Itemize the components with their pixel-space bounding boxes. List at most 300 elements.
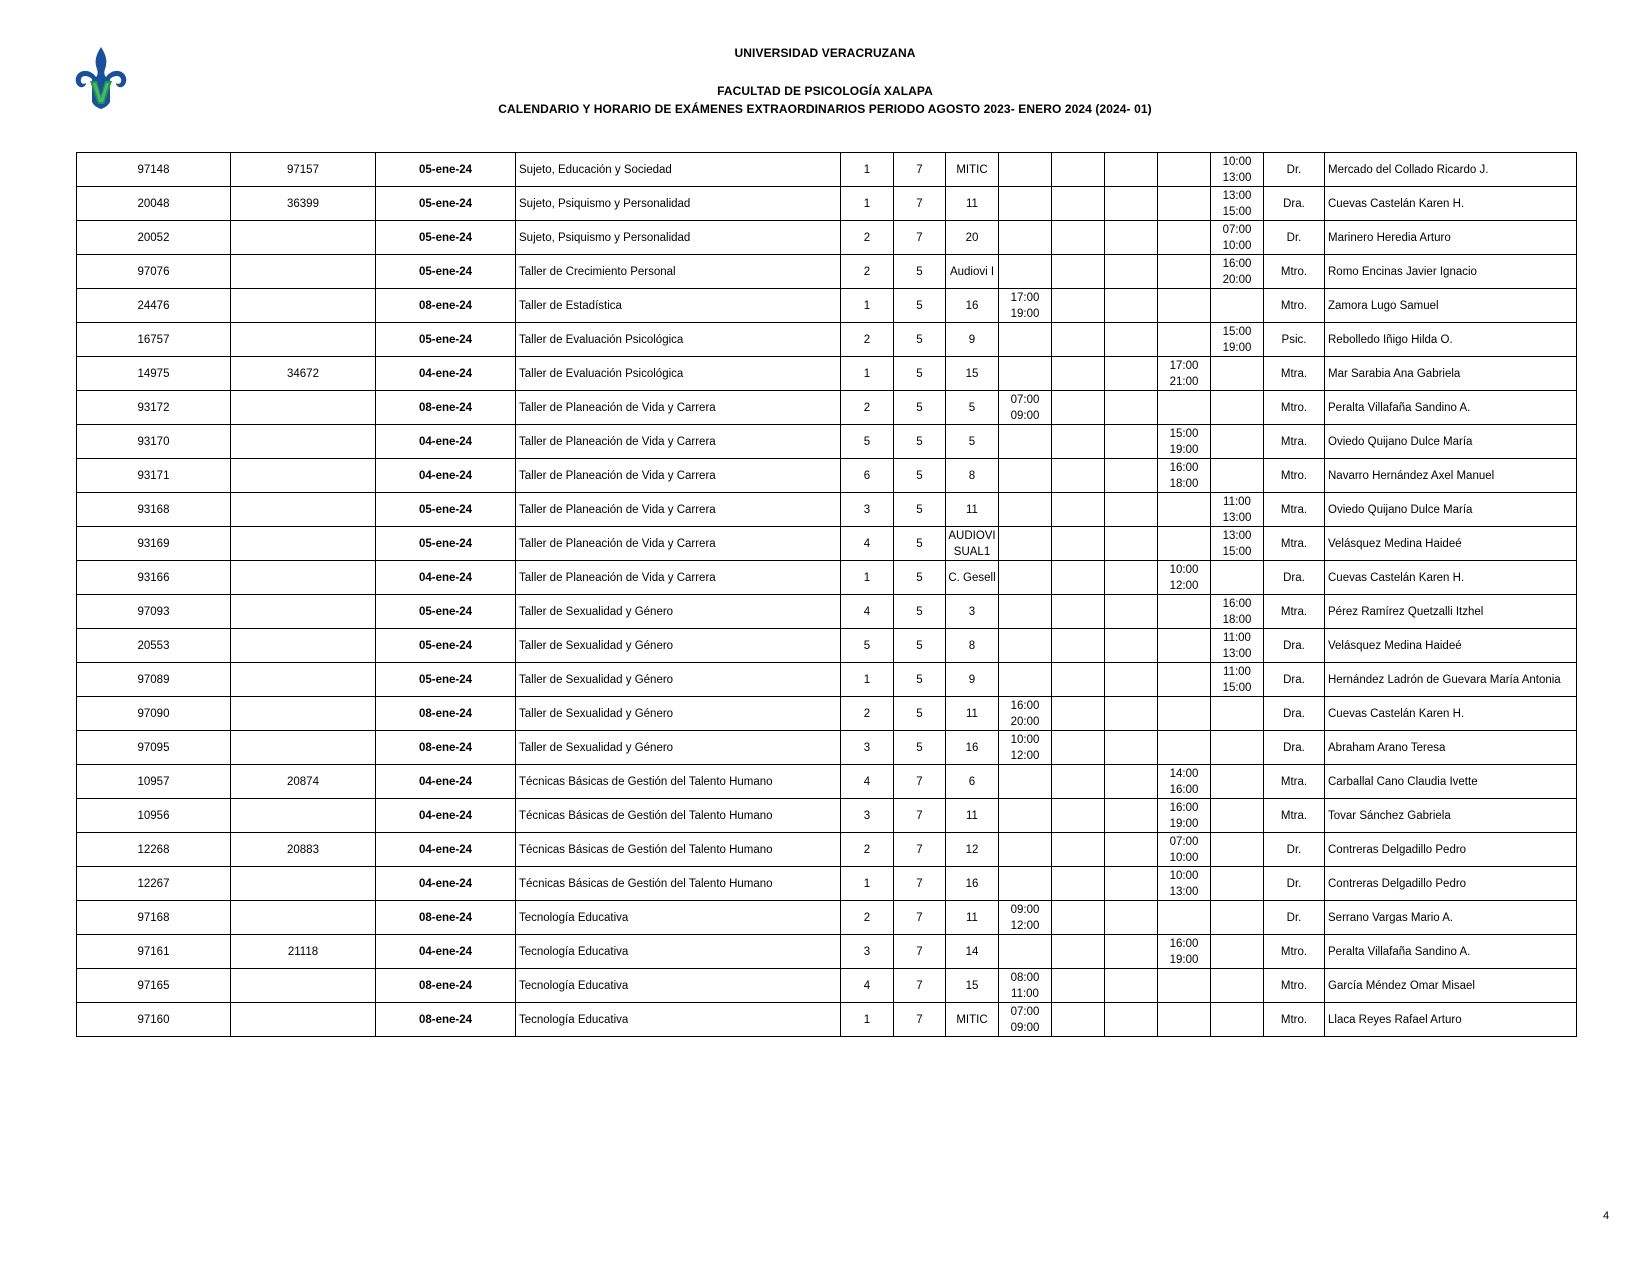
subject-cell: Taller de Planeación de Vida y Carrera xyxy=(516,493,841,527)
start-time: 17:00 xyxy=(1169,359,1199,372)
professor-name-cell: García Méndez Omar Misael xyxy=(1325,969,1577,1003)
end-time: 13:00 xyxy=(1222,171,1252,184)
time-slot-cell xyxy=(999,629,1052,663)
section-cell: 7 xyxy=(894,935,946,969)
end-time: 12:00 xyxy=(1169,579,1199,592)
subject-cell: Taller de Sexualidad y Género xyxy=(516,629,841,663)
start-time: 10:00 xyxy=(1169,869,1199,882)
exam-date-cell: 05-ene-24 xyxy=(376,221,516,255)
time-slot-cell xyxy=(1158,629,1211,663)
time-slot-cell xyxy=(1105,357,1158,391)
time-slot-cell xyxy=(1211,153,1264,187)
section-cell: 7 xyxy=(894,833,946,867)
time-slot-cell xyxy=(1052,969,1105,1003)
nrc-linked-cell xyxy=(231,561,376,595)
exam-date-cell: 08-ene-24 xyxy=(376,901,516,935)
nrc-linked-cell: 36399 xyxy=(231,187,376,221)
nrc-linked-cell xyxy=(231,221,376,255)
time-slot-cell xyxy=(1211,663,1264,697)
time-slot-cell xyxy=(1105,833,1158,867)
time-slot-cell xyxy=(999,323,1052,357)
section-cell: 7 xyxy=(894,1003,946,1037)
professor-name-cell: Mar Sarabia Ana Gabriela xyxy=(1325,357,1577,391)
nrc-cell: 97161 xyxy=(77,935,231,969)
subject-cell: Tecnología Educativa xyxy=(516,969,841,1003)
time-slot-cell xyxy=(1105,935,1158,969)
room-cell: 6 xyxy=(946,765,999,799)
time-slot-cell xyxy=(1211,357,1264,391)
block-cell: 3 xyxy=(841,935,894,969)
time-slot-cell xyxy=(1052,289,1105,323)
time-slot-cell xyxy=(999,833,1052,867)
end-time: 12:00 xyxy=(1010,749,1040,762)
nrc-cell: 97160 xyxy=(77,1003,231,1037)
time-slot-cell xyxy=(1211,969,1264,1003)
section-cell: 5 xyxy=(894,323,946,357)
nrc-cell: 97148 xyxy=(77,153,231,187)
subject-cell: Taller de Planeación de Vida y Carrera xyxy=(516,561,841,595)
time-slot-cell xyxy=(1052,1003,1105,1037)
professor-name-cell: Mercado del Collado Ricardo J. xyxy=(1325,153,1577,187)
professor-title-cell: Dr. xyxy=(1264,153,1325,187)
time-slot-cell xyxy=(999,799,1052,833)
end-time: 19:00 xyxy=(1169,817,1199,830)
time-slot-cell xyxy=(999,969,1052,1003)
table-row xyxy=(77,731,1577,765)
exam-date-cell: 08-ene-24 xyxy=(376,969,516,1003)
end-time: 15:00 xyxy=(1222,205,1252,218)
subject-cell: Técnicas Básicas de Gestión del Talento Humano xyxy=(516,833,841,867)
time-slot-cell xyxy=(1211,595,1264,629)
time-slot-cell xyxy=(1105,799,1158,833)
nrc-linked-cell xyxy=(231,459,376,493)
time-slot-cell xyxy=(1105,765,1158,799)
time-slot-cell xyxy=(1105,221,1158,255)
time-slot-cell xyxy=(999,765,1052,799)
time-slot-cell xyxy=(999,255,1052,289)
time-slot-cell xyxy=(999,425,1052,459)
time-slot-cell xyxy=(1158,867,1211,901)
nrc-cell: 97165 xyxy=(77,969,231,1003)
room-cell: C. Gesell xyxy=(946,561,999,595)
block-cell: 1 xyxy=(841,153,894,187)
time-slot-cell xyxy=(1105,153,1158,187)
time-slot-cell xyxy=(1158,765,1211,799)
time-slot-cell xyxy=(999,697,1052,731)
nrc-linked-cell xyxy=(231,867,376,901)
exam-date-cell: 04-ene-24 xyxy=(376,459,516,493)
exam-date-cell: 05-ene-24 xyxy=(376,323,516,357)
time-slot-cell xyxy=(1052,561,1105,595)
section-cell: 5 xyxy=(894,697,946,731)
table-row xyxy=(77,663,1577,697)
nrc-cell: 93170 xyxy=(77,425,231,459)
room-cell: 16 xyxy=(946,731,999,765)
nrc-cell: 97089 xyxy=(77,663,231,697)
start-time: 16:00 xyxy=(1169,801,1199,814)
end-time: 13:00 xyxy=(1222,511,1252,524)
time-slot-cell xyxy=(1211,765,1264,799)
start-time: 16:00 xyxy=(1010,699,1040,712)
time-slot-cell xyxy=(1105,459,1158,493)
section-cell: 7 xyxy=(894,187,946,221)
time-slot-cell xyxy=(1211,799,1264,833)
time-slot-cell xyxy=(1105,493,1158,527)
exam-date-cell: 04-ene-24 xyxy=(376,357,516,391)
subject-cell: Taller de Crecimiento Personal xyxy=(516,255,841,289)
time-slot-cell xyxy=(1052,697,1105,731)
time-slot-cell xyxy=(1052,357,1105,391)
table-row xyxy=(77,187,1577,221)
time-slot-cell xyxy=(1158,255,1211,289)
subject-cell: Taller de Planeación de Vida y Carrera xyxy=(516,425,841,459)
subject-cell: Taller de Planeación de Vida y Carrera xyxy=(516,459,841,493)
professor-name-cell: Serrano Vargas Mario A. xyxy=(1325,901,1577,935)
subject-cell: Taller de Estadística xyxy=(516,289,841,323)
time-slot-cell xyxy=(1052,799,1105,833)
nrc-linked-cell xyxy=(231,901,376,935)
room-cell: 16 xyxy=(946,289,999,323)
time-slot-cell xyxy=(1158,799,1211,833)
professor-name-cell: Rebolledo Iñigo Hilda O. xyxy=(1325,323,1577,357)
professor-name-cell: Contreras Delgadillo Pedro xyxy=(1325,867,1577,901)
time-slot-cell xyxy=(999,1003,1052,1037)
subject-cell: Taller de Planeación de Vida y Carrera xyxy=(516,391,841,425)
page-number: 4 xyxy=(1603,1210,1610,1222)
nrc-linked-cell: 21118 xyxy=(231,935,376,969)
time-slot-cell xyxy=(1211,255,1264,289)
nrc-linked-cell xyxy=(231,493,376,527)
time-slot-cell xyxy=(1105,731,1158,765)
nrc-cell: 12268 xyxy=(77,833,231,867)
exam-date-cell: 08-ene-24 xyxy=(376,391,516,425)
start-time: 07:00 xyxy=(1169,835,1199,848)
subject-cell: Sujeto, Educación y Sociedad xyxy=(516,153,841,187)
professor-name-cell: Velásquez Medina Haideé xyxy=(1325,629,1577,663)
time-slot-cell xyxy=(1211,1003,1264,1037)
room-cell: 9 xyxy=(946,323,999,357)
nrc-linked-cell: 20883 xyxy=(231,833,376,867)
section-cell: 5 xyxy=(894,731,946,765)
start-time: 10:00 xyxy=(1222,155,1252,168)
time-slot-cell xyxy=(1158,1003,1211,1037)
start-time: 07:00 xyxy=(1010,393,1040,406)
room-cell: 12 xyxy=(946,833,999,867)
start-time: 17:00 xyxy=(1010,291,1040,304)
time-slot-cell xyxy=(1211,527,1264,561)
time-slot-cell xyxy=(1105,595,1158,629)
room-cell: 14 xyxy=(946,935,999,969)
time-slot-cell xyxy=(1052,425,1105,459)
time-slot-cell xyxy=(999,459,1052,493)
time-slot-cell xyxy=(1211,187,1264,221)
time-slot-cell xyxy=(1052,323,1105,357)
start-time: 16:00 xyxy=(1222,257,1252,270)
time-slot-cell xyxy=(999,901,1052,935)
table-row xyxy=(77,629,1577,663)
nrc-linked-cell xyxy=(231,391,376,425)
nrc-linked-cell: 20874 xyxy=(231,765,376,799)
block-cell: 4 xyxy=(841,595,894,629)
professor-title-cell: Dra. xyxy=(1264,697,1325,731)
time-slot-cell xyxy=(1211,697,1264,731)
exam-date-cell: 04-ene-24 xyxy=(376,425,516,459)
exam-date-cell: 04-ene-24 xyxy=(376,935,516,969)
room-cell: 3 xyxy=(946,595,999,629)
section-cell: 5 xyxy=(894,527,946,561)
nrc-cell: 14975 xyxy=(77,357,231,391)
end-time: 13:00 xyxy=(1222,647,1252,660)
time-slot-cell xyxy=(1052,493,1105,527)
block-cell: 4 xyxy=(841,527,894,561)
time-slot-cell xyxy=(1105,323,1158,357)
start-time: 15:00 xyxy=(1169,427,1199,440)
table-row xyxy=(77,901,1577,935)
time-slot-cell xyxy=(1105,561,1158,595)
end-time: 09:00 xyxy=(1010,409,1040,422)
block-cell: 1 xyxy=(841,187,894,221)
time-slot-cell xyxy=(1211,833,1264,867)
room-cell: 8 xyxy=(946,459,999,493)
nrc-linked-cell xyxy=(231,323,376,357)
professor-title-cell: Mtro. xyxy=(1264,1003,1325,1037)
room-cell: 5 xyxy=(946,391,999,425)
room-cell: AUDIOVI SUAL1 xyxy=(946,527,999,561)
end-time: 20:00 xyxy=(1010,715,1040,728)
room-cell: 11 xyxy=(946,187,999,221)
time-slot-cell xyxy=(1158,153,1211,187)
nrc-linked-cell: 34672 xyxy=(231,357,376,391)
time-slot-cell xyxy=(999,867,1052,901)
time-slot-cell xyxy=(1105,629,1158,663)
professor-name-cell: Peralta Villafaña Sandino A. xyxy=(1325,391,1577,425)
time-slot-cell xyxy=(1052,221,1105,255)
time-slot-cell xyxy=(1105,187,1158,221)
end-time: 21:00 xyxy=(1169,375,1199,388)
time-slot-cell xyxy=(999,595,1052,629)
professor-title-cell: Mtro. xyxy=(1264,459,1325,493)
time-slot-cell xyxy=(1211,935,1264,969)
professor-title-cell: Mtra. xyxy=(1264,799,1325,833)
block-cell: 1 xyxy=(841,357,894,391)
time-slot-cell xyxy=(1052,731,1105,765)
subject-cell: Sujeto, Psiquismo y Personalidad xyxy=(516,221,841,255)
start-time: 07:00 xyxy=(1010,1005,1040,1018)
start-time: 11:00 xyxy=(1223,665,1251,678)
section-cell: 7 xyxy=(894,799,946,833)
time-slot-cell xyxy=(999,935,1052,969)
time-slot-cell xyxy=(1052,663,1105,697)
professor-name-cell: Oviedo Quijano Dulce María xyxy=(1325,493,1577,527)
professor-name-cell: Carballal Cano Claudia Ivette xyxy=(1325,765,1577,799)
exam-date-cell: 05-ene-24 xyxy=(376,663,516,697)
exam-date-cell: 05-ene-24 xyxy=(376,255,516,289)
nrc-cell: 10956 xyxy=(77,799,231,833)
time-slot-cell xyxy=(999,221,1052,255)
table-row xyxy=(77,765,1577,799)
exam-date-cell: 08-ene-24 xyxy=(376,1003,516,1037)
professor-name-cell: Oviedo Quijano Dulce María xyxy=(1325,425,1577,459)
exam-date-cell: 05-ene-24 xyxy=(376,527,516,561)
time-slot-cell xyxy=(1052,187,1105,221)
professor-title-cell: Dra. xyxy=(1264,629,1325,663)
end-time: 11:00 xyxy=(1011,987,1039,1000)
end-time: 09:00 xyxy=(1010,1021,1040,1034)
nrc-linked-cell xyxy=(231,255,376,289)
time-slot-cell xyxy=(999,187,1052,221)
block-cell: 5 xyxy=(841,629,894,663)
nrc-linked-cell: 97157 xyxy=(231,153,376,187)
professor-name-cell: Peralta Villafaña Sandino A. xyxy=(1325,935,1577,969)
subject-cell: Taller de Sexualidad y Género xyxy=(516,731,841,765)
end-time: 18:00 xyxy=(1169,477,1199,490)
room-cell: MITIC xyxy=(946,1003,999,1037)
nrc-cell: 97168 xyxy=(77,901,231,935)
time-slot-cell xyxy=(1158,323,1211,357)
table-row xyxy=(77,935,1577,969)
time-slot-cell xyxy=(1211,425,1264,459)
section-cell: 5 xyxy=(894,357,946,391)
nrc-linked-cell xyxy=(231,425,376,459)
time-slot-cell xyxy=(1052,833,1105,867)
subject-cell: Taller de Sexualidad y Género xyxy=(516,663,841,697)
end-time: 20:00 xyxy=(1222,273,1252,286)
room-cell: MITIC xyxy=(946,153,999,187)
end-time: 19:00 xyxy=(1010,307,1040,320)
section-cell: 7 xyxy=(894,901,946,935)
room-cell: 11 xyxy=(946,799,999,833)
professor-name-cell: Contreras Delgadillo Pedro xyxy=(1325,833,1577,867)
end-time: 15:00 xyxy=(1222,681,1252,694)
start-time: 07:00 xyxy=(1222,223,1252,236)
end-time: 10:00 xyxy=(1169,851,1199,864)
room-cell: Audiovi I xyxy=(946,255,999,289)
professor-title-cell: Mtro. xyxy=(1264,289,1325,323)
block-cell: 3 xyxy=(841,799,894,833)
room-cell: 15 xyxy=(946,357,999,391)
exam-date-cell: 08-ene-24 xyxy=(376,697,516,731)
time-slot-cell xyxy=(1105,391,1158,425)
professor-title-cell: Dr. xyxy=(1264,221,1325,255)
time-slot-cell xyxy=(1158,595,1211,629)
professor-title-cell: Mtro. xyxy=(1264,391,1325,425)
end-time: 19:00 xyxy=(1222,341,1252,354)
time-slot-cell xyxy=(1052,153,1105,187)
nrc-linked-cell xyxy=(231,527,376,561)
time-slot-cell xyxy=(1211,867,1264,901)
subject-cell: Taller de Evaluación Psicológica xyxy=(516,323,841,357)
section-cell: 5 xyxy=(894,629,946,663)
block-cell: 4 xyxy=(841,969,894,1003)
block-cell: 3 xyxy=(841,731,894,765)
professor-title-cell: Dra. xyxy=(1264,731,1325,765)
start-time: 10:00 xyxy=(1010,733,1040,746)
block-cell: 3 xyxy=(841,493,894,527)
time-slot-cell xyxy=(999,527,1052,561)
nrc-cell: 97093 xyxy=(77,595,231,629)
table-row xyxy=(77,153,1577,187)
exam-date-cell: 04-ene-24 xyxy=(376,799,516,833)
exam-date-cell: 05-ene-24 xyxy=(376,153,516,187)
end-time: 19:00 xyxy=(1169,953,1199,966)
block-cell: 2 xyxy=(841,391,894,425)
section-cell: 5 xyxy=(894,289,946,323)
room-cell: 11 xyxy=(946,697,999,731)
room-cell: 20 xyxy=(946,221,999,255)
nrc-cell: 93172 xyxy=(77,391,231,425)
time-slot-cell xyxy=(1052,901,1105,935)
start-time: 11:00 xyxy=(1223,631,1251,644)
time-slot-cell xyxy=(1158,425,1211,459)
end-time: 12:00 xyxy=(1010,919,1040,932)
start-time: 09:00 xyxy=(1010,903,1040,916)
end-time: 19:00 xyxy=(1169,443,1199,456)
subject-cell: Taller de Sexualidad y Género xyxy=(516,697,841,731)
time-slot-cell xyxy=(1105,969,1158,1003)
nrc-linked-cell xyxy=(231,289,376,323)
time-slot-cell xyxy=(1105,663,1158,697)
table-row xyxy=(77,459,1577,493)
block-cell: 2 xyxy=(841,255,894,289)
time-slot-cell xyxy=(1052,765,1105,799)
nrc-linked-cell xyxy=(231,731,376,765)
block-cell: 2 xyxy=(841,323,894,357)
time-slot-cell xyxy=(1211,221,1264,255)
time-slot-cell xyxy=(1158,527,1211,561)
time-slot-cell xyxy=(1211,391,1264,425)
professor-title-cell: Mtra. xyxy=(1264,357,1325,391)
start-time: 13:00 xyxy=(1222,529,1252,542)
block-cell: 6 xyxy=(841,459,894,493)
time-slot-cell xyxy=(1158,561,1211,595)
time-slot-cell xyxy=(1158,731,1211,765)
professor-name-cell: Abraham Arano Teresa xyxy=(1325,731,1577,765)
time-slot-cell xyxy=(1158,697,1211,731)
start-time: 16:00 xyxy=(1169,937,1199,950)
time-slot-cell xyxy=(999,357,1052,391)
time-slot-cell xyxy=(1211,493,1264,527)
table-row xyxy=(77,323,1577,357)
exam-date-cell: 05-ene-24 xyxy=(376,493,516,527)
subject-cell: Taller de Sexualidad y Género xyxy=(516,595,841,629)
time-slot-cell xyxy=(1211,561,1264,595)
professor-name-cell: Tovar Sánchez Gabriela xyxy=(1325,799,1577,833)
time-slot-cell xyxy=(1211,731,1264,765)
time-slot-cell xyxy=(1052,391,1105,425)
time-slot-cell xyxy=(1158,289,1211,323)
block-cell: 2 xyxy=(841,833,894,867)
time-slot-cell xyxy=(999,153,1052,187)
nrc-cell: 93166 xyxy=(77,561,231,595)
time-slot-cell xyxy=(1105,901,1158,935)
time-slot-cell xyxy=(1158,187,1211,221)
start-time: 16:00 xyxy=(1222,597,1252,610)
start-time: 15:00 xyxy=(1222,325,1252,338)
block-cell: 2 xyxy=(841,221,894,255)
time-slot-cell xyxy=(1105,425,1158,459)
professor-title-cell: Dr. xyxy=(1264,833,1325,867)
nrc-cell: 97095 xyxy=(77,731,231,765)
nrc-cell: 97076 xyxy=(77,255,231,289)
room-cell: 15 xyxy=(946,969,999,1003)
start-time: 08:00 xyxy=(1010,971,1040,984)
time-slot-cell xyxy=(1052,935,1105,969)
exam-date-cell: 04-ene-24 xyxy=(376,867,516,901)
time-slot-cell xyxy=(1158,663,1211,697)
professor-name-cell: Cuevas Castelán Karen H. xyxy=(1325,561,1577,595)
exam-schedule-table xyxy=(76,152,1577,1037)
time-slot-cell xyxy=(1158,901,1211,935)
